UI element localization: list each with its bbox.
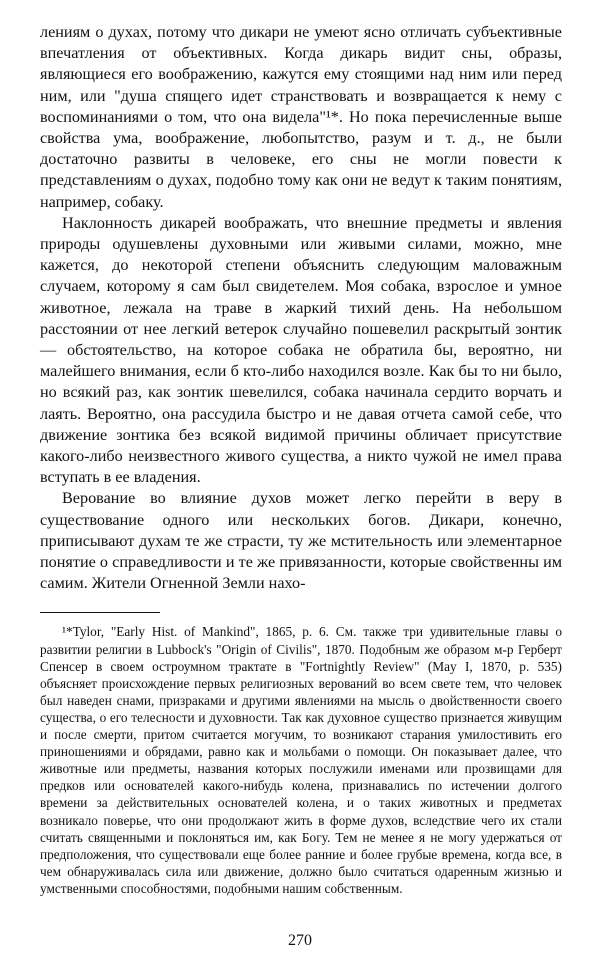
book-page <box>40 22 562 897</box>
page-number: 270 <box>288 932 312 949</box>
paragraph-continuation: лениям о духах, потому что дикари не умеют ясно отличать субъективные впечатления от объективных. Когда дикарь видит сны, образы, являющиеся его воображению, кажутся ему стоящими над ним или перед ним, или "душа спящего идет странствовать и возвращается к нему с воспоминаниями о том, что она видела"¹*. Но пока перечисленные выше свойства ума, воображение, любопытство, разум и т. д., не были достаточно развиты в человеке, его сны не могли повести к представлениям о духах, подобно тому как они не ведут к таким понятиям, например, собаку. <box>40 23 562 211</box>
footnote <box>40 623 562 897</box>
paragraph-dog-umbrella: Наклонность дикарей воображать, что внешние предметы и явления природы одушевлены духовными или живыми силами, можно, мне кажется, до некоторой степени объяснить следующим маловажным случаем, которому я сам был свидетелем. Моя собака, взрослое и умное животное, лежала на траве в жаркий тихий день. На небольшом расстоянии от нее легкий ветерок случайно пошевелил раскрытый зонтик — обстоятельство, на которое собака не обратила бы, вероятно, ни малейшего внимания, если б кто-либо находился возле. Как бы то ни было, но всякий раз, как зонтик шевелился, собака начинала сердито ворчать и лаять. Вероятно, она рассудила быстро и не давая отчета самой себе, что движение зонтика без всякой видимой причины обличает присутствие какого-либо неизвестного живого существа, а никто чужой не имел права вступать в ее владения. <box>40 213 562 487</box>
footnote-text: ¹*Tylor, "Early Hist. of Mankind", 1865, p. 6. См. также три удивительные главы о развитии религии в Lubbock's "Origin of Civilis", 1870. Подобным же образом м-р Герберт Спенсер в своем остроумном трактате в "Fortnightly Review" (May I, 1870, p. 535) объясняет происхождение первых религиозных верований во всем свете тем, что человек был наведен снами, призраками и другими явлениями на мысль о двойственности своего существа, о его телесности и духовности. Так как духовное существо признается живущим и после смерти, притом считается могучим, то возникают старания умилостивить его приношениями и обрядами, равно как и мольбами о помощи. Он показывает далее, что животные или предметы, названия которых послужили именами или прозвищами для предков или основателей какого-нибудь колена, признавались по истечении долгого времени за действительных основателей колена, и о таких животных и предметах возникало поверье, что они продолжают жить в форме духов, вследствие чего их стали считать священными и поклоняться им, как Богу. Тем не менее я не могу удержаться от предположения, что существовали еще более ранние и более грубые времена, когда все, в чем обнаруживалась сила или движение, должно было считаться одаренным жизнью и умственными способностями, подобными нашим собственным. <box>40 624 562 896</box>
main-text <box>40 22 562 594</box>
paragraph-belief-in-gods: Верование во влияние духов может легко перейти в веру в существование одного или нескольких богов. Дикари, конечно, приписывают духам те же страсти, ту же мстительность или элементарное понятие о справедливости и те же привязанности, которые свойственны им самим. Жители Огненной Земли нахо- <box>40 489 562 593</box>
footnote-divider <box>40 612 160 613</box>
